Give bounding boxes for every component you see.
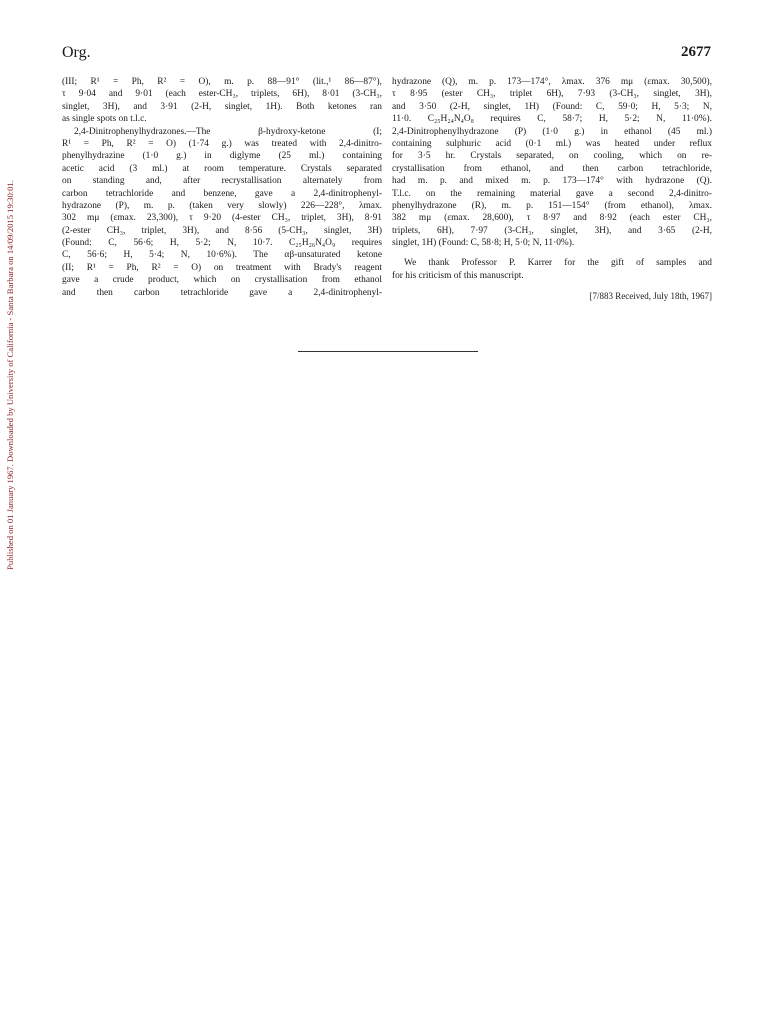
text-line: 302 mμ (εmax. 23,300), τ 9·20 (4-ester CH₃, triplet, 3H), 8·91 [62, 213, 382, 224]
acknowledgement-line: We thank Professor P. Karrer for the gift of samples and [404, 258, 712, 269]
right-column [392, 76, 712, 303]
page-number: 2677 [681, 44, 711, 60]
text-line: hydrazone (P), m. p. (taken very slowly) 226—228°, λmax. [62, 200, 382, 211]
text-line: C, 56·6; H, 5·4; N, 10·6%). The αβ-unsaturated ketone [62, 250, 382, 261]
end-rule [298, 351, 478, 352]
publication-side-note [2, 120, 18, 630]
text-line: and then carbon tetrachloride gave a 2,4-dinitrophenyl- [62, 287, 382, 298]
text-line: for 3·5 hr. Crystals separated, on cooling, which on re- [392, 151, 712, 162]
text-line: 11·0. C₂₅H₂₄N₄O₈ requires C, 58·7; H, 5·2; N, 11·0%). [392, 114, 712, 125]
text-line: 2,4-Dinitrophenylhydrazone (P) (1·0 g.) in ethanol (45 ml.) [392, 126, 712, 137]
side-note-text: Published on 01 January 1967. Downloaded by University of California - Santa Barbara on 14/09/2015 19:30:01. [5, 180, 15, 570]
text-line: (III; R¹ = Ph, R² = O), m. p. 88—91° (lit.,¹ 86—87°), [62, 77, 382, 87]
text-line: carbon tetrachloride and benzene, gave a 2,4-dinitrophenyl- [62, 188, 382, 199]
text-line: singlet, 1H) (Found: C, 58·8; H, 5·0; N, 11·0%). [392, 238, 575, 249]
text-line: containing sulphuric acid (0·1 ml.) was heated under reflux [392, 138, 712, 149]
text-line: on standing and, after recrystallisation alternately from [62, 176, 382, 187]
text-line: τ 8·95 (ester CH₃, triplet 6H), 7·93 (3-CH₃, singlet, 3H), [392, 89, 712, 100]
text-line: triplets, 6H), 7·97 (3-CH₃, singlet, 3H), and 3·65 (2-H, [392, 225, 712, 236]
received-note: [7/883 Received, July 18th, 1967] [589, 291, 712, 302]
text-line: acetic acid (3 ml.) at room temperature. Crystals separated [62, 163, 382, 174]
acknowledgement-line: for his criticism of this manuscript. [392, 270, 524, 281]
journal-title: Org. [62, 44, 91, 61]
text-line: singlet, 3H), and 3·91 (2-H, singlet, 1H). Both ketones ran [62, 101, 382, 112]
page-header [62, 44, 711, 66]
text-line: T.l.c. on the remaining material gave a second 2,4-dinitro- [392, 188, 712, 199]
text-line: phenylhydrazone (R), m. p. 151—154° (from ethanol), λmax. [392, 200, 712, 211]
text-line: 382 mμ (εmax. 28,600), τ 8·97 and 8·92 (each ester CH₃, [392, 213, 712, 224]
text-line: crystallisation from ethanol, and then carbon tetrachloride, [392, 163, 712, 174]
text-line: and 3·50 (2-H, singlet, 1H) (Found: C, 59·0; H, 5·3; N, [392, 101, 712, 112]
left-column [62, 76, 382, 299]
text-line: (Found: C, 56·6; H, 5·2; N, 10·7. C₂₅H₂₆N₄O₉ requires [62, 238, 382, 249]
text-line: hydrazone (Q), m. p. 173—174°, λmax. 376 mμ (εmax. 30,500), [392, 77, 712, 87]
section-heading-line: 2,4-Dinitrophenylhydrazones.—The β-hydroxy-ketone (I; [74, 126, 382, 137]
text-line: (2-ester CH₃, triplet, 3H), and 8·56 (5-CH₃, singlet, 3H) [62, 225, 382, 236]
text-line: had m. p. and mixed m. p. 173—174° with hydrazone (Q). [392, 176, 712, 187]
text-line: phenylhydrazine (1·0 g.) in diglyme (25 ml.) containing [62, 151, 382, 162]
text-line: R¹ = Ph, R² = O) (1·74 g.) was treated with 2,4-dinitro- [62, 138, 382, 149]
text-line: gave a crude product, which on crystallisation from ethanol [62, 275, 382, 286]
text-line: (II; R¹ = Ph, R² = O) on treatment with Brady's reagent [62, 262, 382, 273]
text-line: as single spots on t.l.c. [62, 114, 147, 125]
text-line: τ 9·04 and 9·01 (each ester-CH₃, triplets, 6H), 8·01 (3-CH₃, [62, 89, 382, 100]
